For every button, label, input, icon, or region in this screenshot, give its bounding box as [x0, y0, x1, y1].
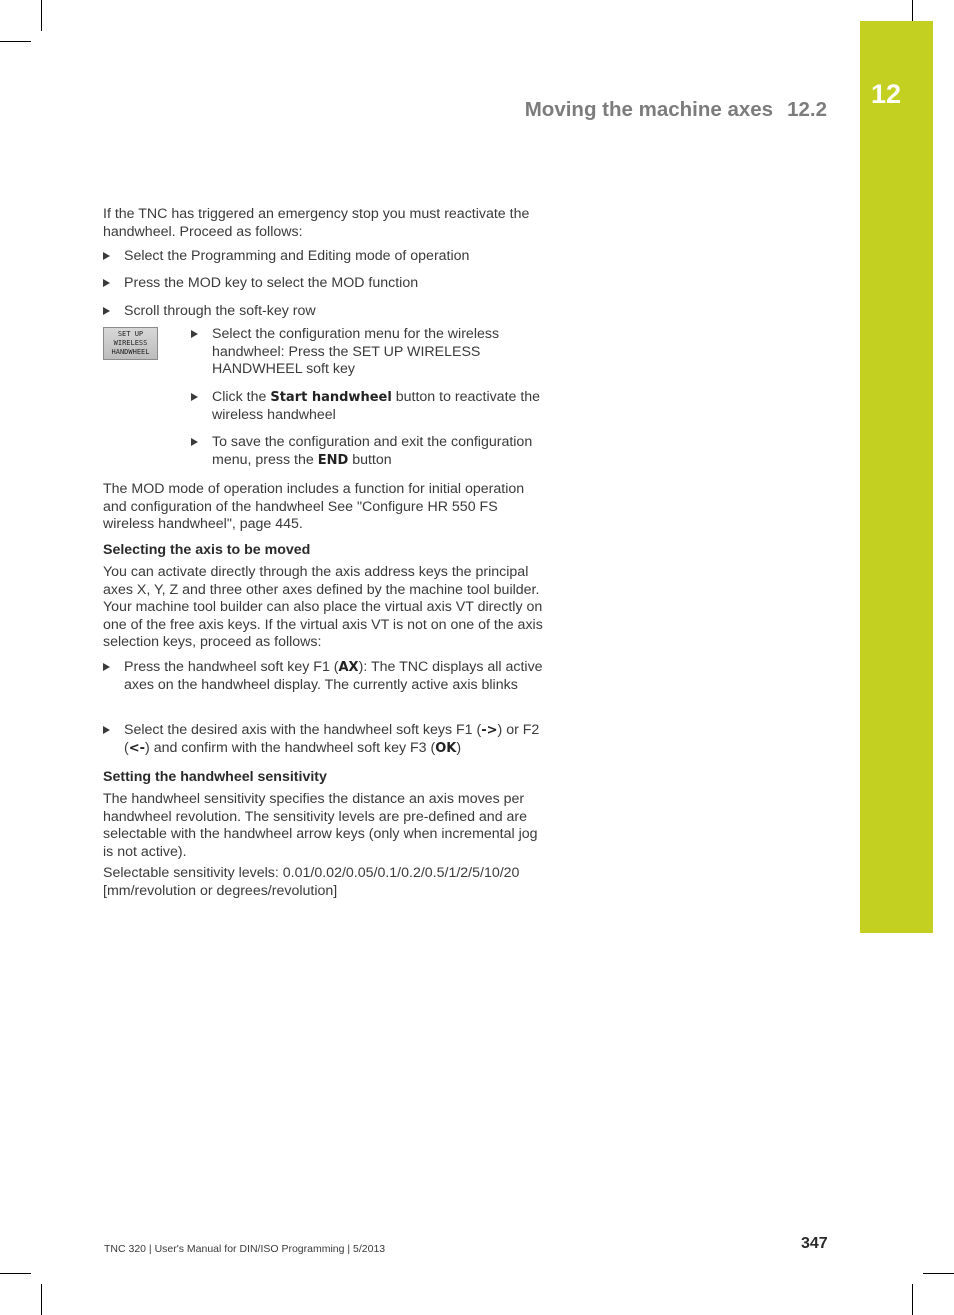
- crop-mark: [912, 1284, 913, 1315]
- bullet-arrow-icon: [191, 330, 198, 338]
- intro-paragraph: If the TNC has triggered an emergency stop you must reactivate the handwheel. Proceed as follows:: [103, 206, 530, 240]
- bullet-arrow-icon: [103, 307, 110, 315]
- setup-wireless-handwheel-softkey: [103, 327, 158, 360]
- end-key: END: [317, 452, 349, 468]
- crop-mark: [0, 41, 31, 42]
- chapter-tab: [860, 21, 933, 933]
- header-section: 12.2: [787, 98, 827, 121]
- crop-mark: [923, 1273, 954, 1274]
- bullet-arrow-icon: [103, 663, 110, 671]
- prev-key: <-: [128, 740, 146, 756]
- axis-heading: Selecting the axis to be moved: [103, 542, 311, 558]
- softkey-line: HANDWHEEL: [111, 348, 150, 356]
- sensitivity-levels: Selectable sensitivity levels: 0.01/0.02/0.05/0.1/0.2/0.5/1/2/5/10/20 [mm/revolution or degrees/revolution]: [103, 865, 520, 899]
- step-text: Select the Programming and Editing mode of operation: [124, 248, 470, 264]
- bullet-arrow-icon: [191, 438, 198, 446]
- step-text: Press the MOD key to select the MOD function: [124, 275, 419, 291]
- substep-text: To save the configuration and exit the configuration menu, press the END button: [212, 434, 533, 468]
- sensitivity-heading: Setting the handwheel sensitivity: [103, 769, 327, 785]
- mod-paragraph: The MOD mode of operation includes a function for initial operation and configuration of the handwheel See "Configure HR 550 FS wireless handwheel", page 445.: [103, 481, 525, 533]
- crop-mark: [912, 0, 913, 21]
- header-title: Moving the machine axes: [524, 98, 774, 121]
- ok-key: OK: [435, 740, 457, 756]
- next-key: ->: [481, 723, 498, 738]
- crop-mark: [41, 0, 42, 31]
- axis-step-text: Press the handwheel soft key F1 (AX): The TNC displays all active axes on the handwheel display. The currently active axis blinks: [124, 659, 543, 693]
- footer-text: TNC 320 | User's Manual for DIN/ISO Programming | 5/2013: [104, 1243, 386, 1255]
- softkey-line: SET UP: [117, 330, 144, 338]
- crop-mark: [41, 1284, 42, 1315]
- substep-text: Select the configuration menu for the wireless handwheel: Press the SET UP WIRELESS HANDWHEEL soft key: [212, 326, 500, 378]
- ax-key: AX: [338, 660, 359, 675]
- bullet-arrow-icon: [103, 252, 110, 260]
- axis-step-text: Select the desired axis with the handwheel soft keys F1 (->) or F2 (<-) and confirm with the handwheel soft key F3 (OK): [124, 722, 540, 756]
- page-number: 347: [801, 1235, 828, 1252]
- running-header: [525, 98, 827, 122]
- start-handwheel-key: Start handwheel: [270, 390, 392, 405]
- bullet-arrow-icon: [191, 393, 198, 401]
- bullet-arrow-icon: [103, 279, 110, 287]
- chapter-number: 12: [870, 79, 902, 109]
- softkey-line: WIRELESS: [113, 339, 148, 347]
- substep-text: Click the Start handwheel button to reactivate the wireless handwheel: [212, 389, 541, 423]
- axis-paragraph: You can activate directly through the axis address keys the principal axes X, Y, Z and three other axes defined by the machine tool builder. Your machine tool builder can also place the virtual axis VT directly on one of the free axis keys. If the virtual axis VT is not on one of the axis selection keys, proceed as follows:: [103, 564, 543, 651]
- sensitivity-paragraph: The handwheel sensitivity specifies the distance an axis moves per handwheel revolution. The sensitivity levels are pre-defined and are selectable with the handwheel arrow keys (only when incremental jog is not active).: [103, 791, 538, 860]
- crop-mark: [0, 1273, 31, 1274]
- bullet-arrow-icon: [103, 726, 110, 734]
- step-text: Scroll through the soft-key row: [124, 303, 316, 319]
